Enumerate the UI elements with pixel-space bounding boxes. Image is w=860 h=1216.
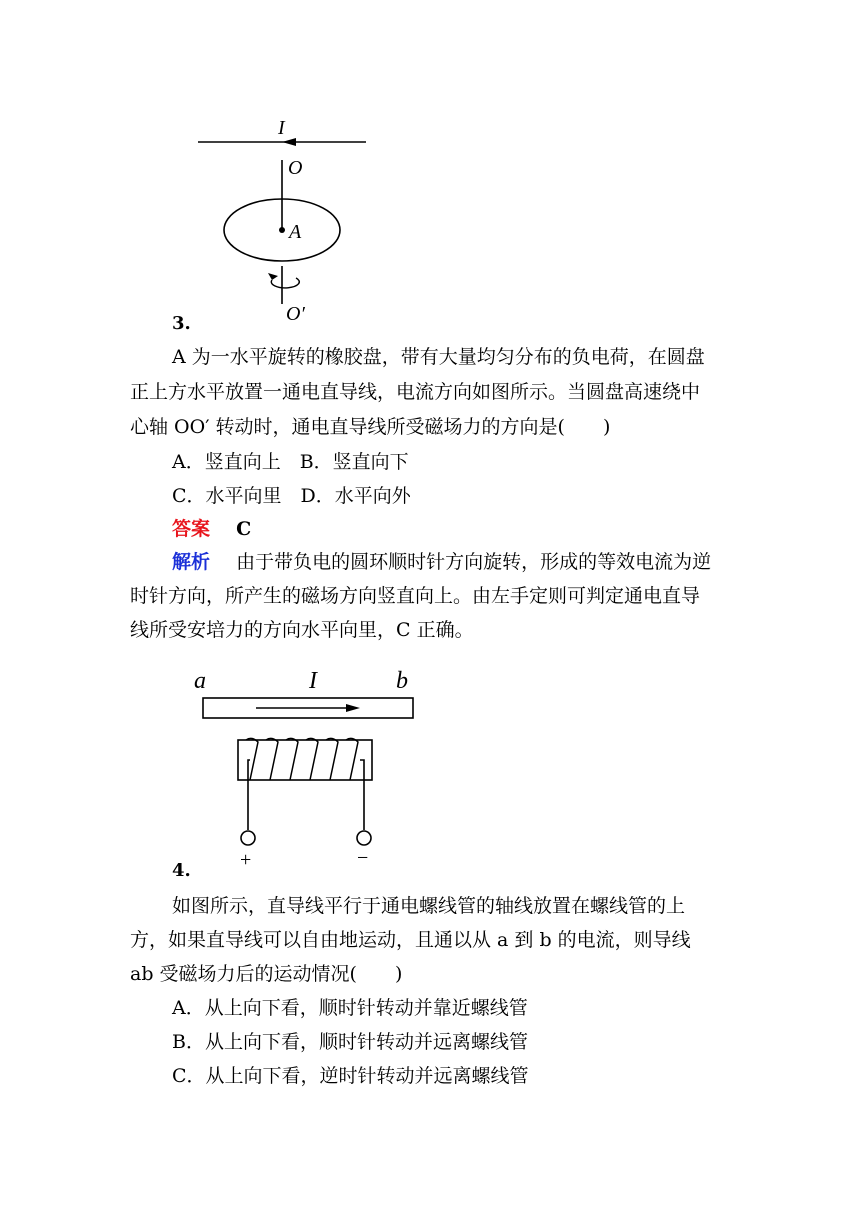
q4-stem-line-2: 方，如果直导线可以自由地运动，且通以从 a 到 b 的电流，则导线 [130, 929, 691, 951]
analysis-text-1: 由于带负电的圆环顺时针方向旋转，形成的等效电流为逆 [236, 551, 712, 573]
label-o: O [288, 157, 303, 179]
q3-options-line-2: C．水平向里 D．水平向外 [172, 485, 411, 507]
label-a-end: a [194, 668, 206, 694]
q4-number: 4. [172, 860, 191, 881]
answer-value: C [236, 518, 252, 540]
label-current: I [278, 117, 285, 139]
label-o-prime: O′ [286, 303, 305, 325]
q3-analysis-line-2: 时针方向，所产生的磁场方向竖直向上。由左手定则可判定通电直导 [130, 585, 701, 607]
q3-figure [190, 108, 390, 328]
q3-stem-line-2: 正上方水平放置一通电直导线，电流方向如图所示。当圆盘高速绕中 [130, 381, 701, 403]
q4-option-c: C．从上向下看，逆时针转动并远离螺线管 [172, 1065, 529, 1087]
label-current-i: I [309, 668, 317, 694]
q4-figure [186, 650, 430, 870]
q3-stem-line-1: A 为一水平旋转的橡胶盘，带有大量均匀分布的负电荷，在圆盘 [172, 346, 705, 368]
q4-stem-line-1: 如图所示，直导线平行于通电螺线管的轴线放置在螺线管的上 [172, 895, 686, 917]
q4-option-b: B．从上向下看，顺时针转动并远离螺线管 [172, 1031, 528, 1053]
q3-analysis-line-3: 线所受安培力的方向水平向里，C 正确。 [130, 619, 474, 641]
q3-analysis-line-1 [172, 548, 772, 576]
q3-options-line-1: A．竖直向上 B．竖直向下 [172, 451, 409, 473]
analysis-label: 解析 [172, 551, 211, 573]
q3-number: 3. [172, 313, 191, 334]
q4-stem-line-3: ab 受磁场力后的运动情况( ) [130, 963, 403, 985]
q4-option-a: A．从上向下看，顺时针转动并靠近螺线管 [172, 997, 528, 1019]
label-a: A [289, 221, 302, 243]
label-b-end: b [396, 668, 408, 694]
q3-stem-line-3: 心轴 OO′ 转动时，通电直导线所受磁场力的方向是( ) [130, 416, 611, 438]
q3-answer [172, 515, 772, 543]
answer-label: 答案 [172, 518, 211, 540]
label-minus: − [357, 847, 369, 869]
label-plus: + [240, 849, 252, 870]
